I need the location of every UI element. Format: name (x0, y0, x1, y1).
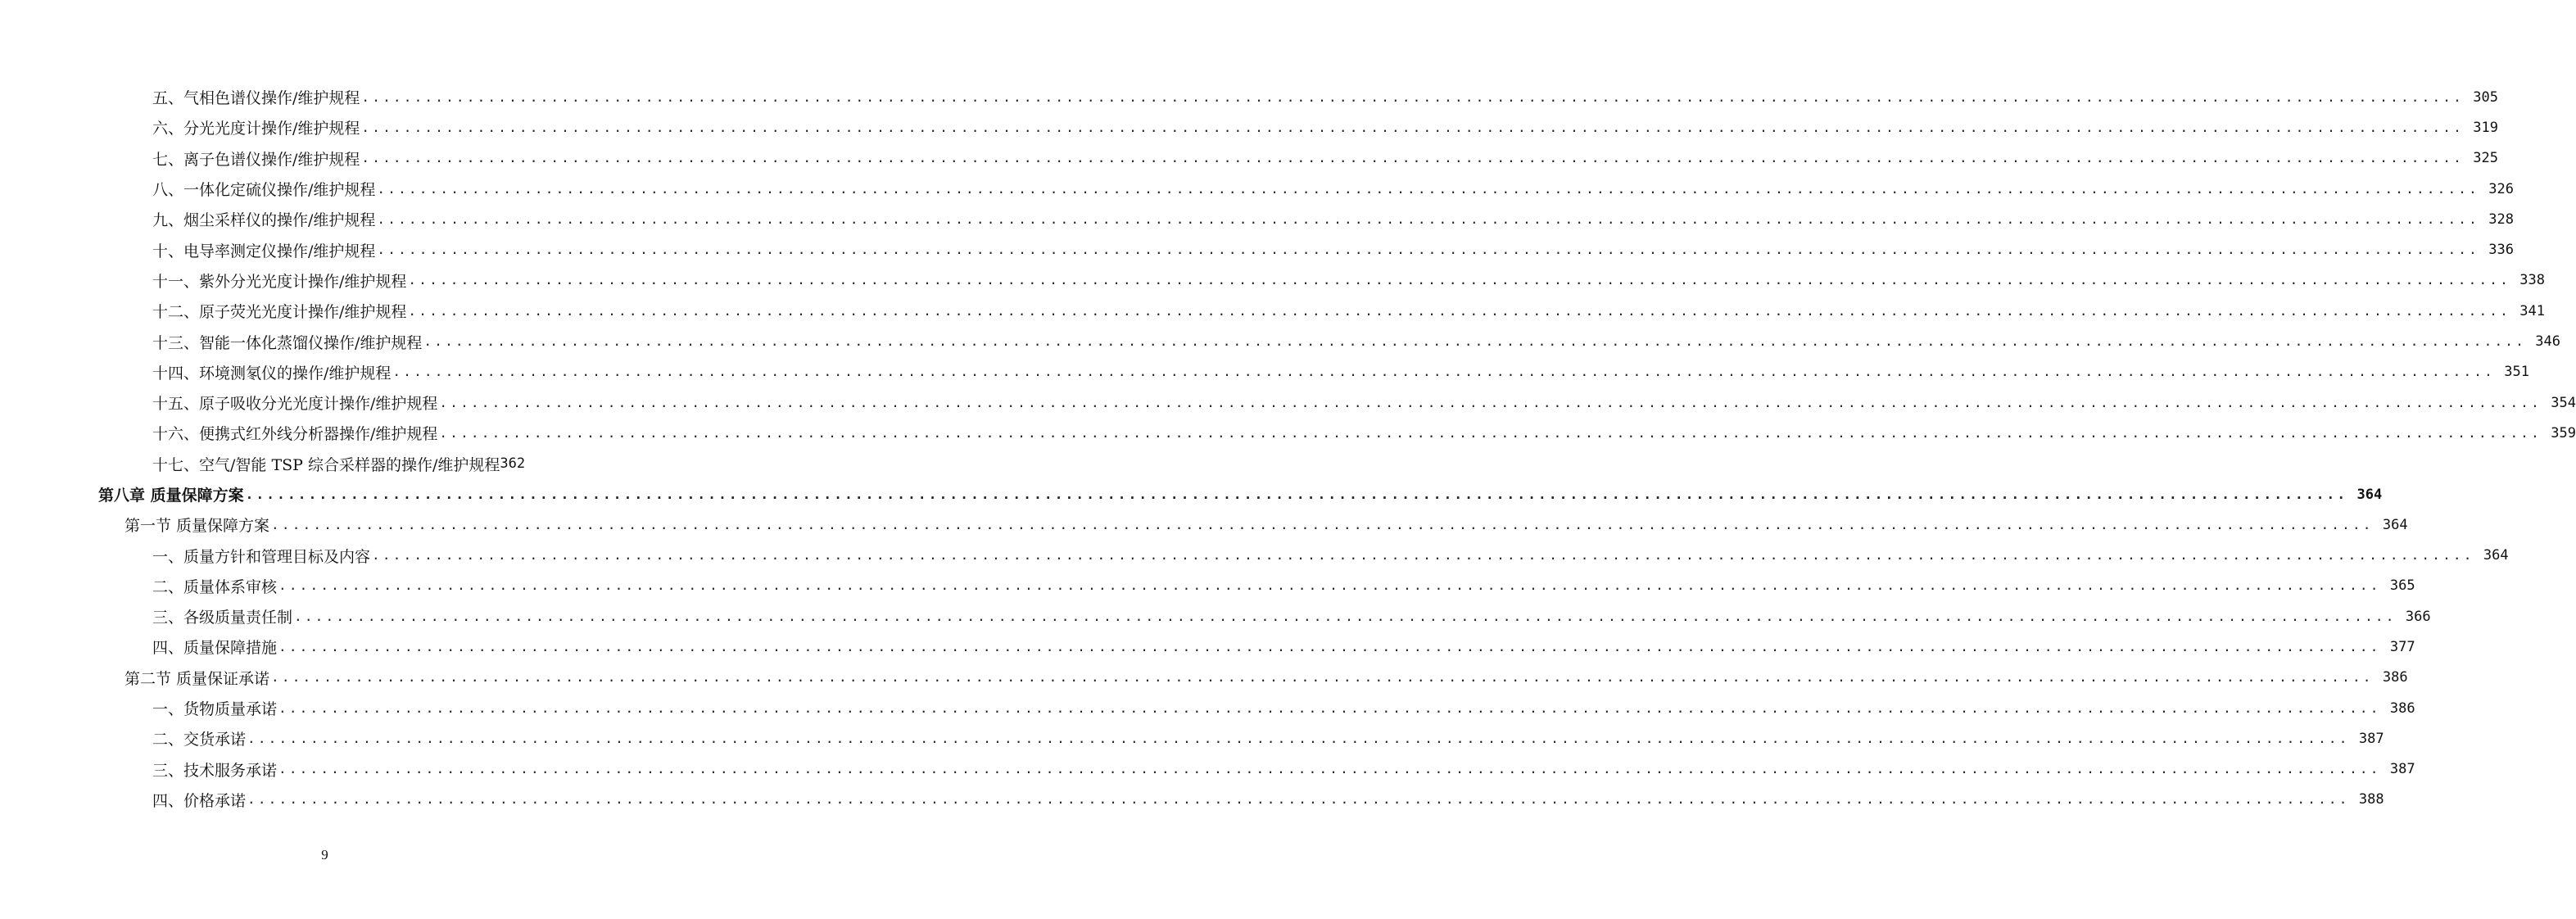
toc-entry-page: 319 (2473, 119, 2498, 136)
toc-entry-title: 二、交货承诺 (152, 727, 247, 749)
toc-entry-title: 第二节 质量保证承诺 (124, 667, 271, 689)
toc-entry-item[interactable] (0, 296, 2545, 326)
toc-entry-page: 364 (2356, 486, 2383, 503)
toc-dot-leader: ........................................................................................................................................................................................................ (278, 699, 2381, 716)
toc-entry-item[interactable] (0, 82, 2498, 112)
toc-dot-leader: ........................................................................................................................................................................................................ (278, 638, 2381, 654)
toc-dot-leader: ........................................................................................................................................................................................................ (247, 730, 2350, 746)
toc-entry-item[interactable] (0, 174, 2514, 204)
toc-entry-item[interactable] (0, 601, 2431, 632)
toc-entry-item[interactable] (0, 723, 2384, 754)
toc-dot-leader: ........................................................................................................................................................................................................ (423, 333, 2526, 350)
toc-entry-title: 九、烟尘采样仪的操作/维护规程 (152, 208, 377, 230)
toc-entry-title: 十二、原子荧光光度计操作/维护规程 (152, 300, 408, 322)
toc-entry-item[interactable] (0, 234, 2514, 265)
toc-entry-title: 五、气相色谱仪操作/维护规程 (152, 86, 361, 108)
toc-entry-section[interactable] (0, 663, 2408, 693)
toc-entry-title: 十五、原子吸收分光光度计操作/维护规程 (152, 392, 439, 414)
toc-entry-title: 六、分光光度计操作/维护规程 (152, 116, 361, 138)
toc-entry-page: 305 (2473, 88, 2498, 106)
toc-entry-title: 八、一体化定硫仪操作/维护规程 (152, 178, 377, 200)
toc-entry-chapter[interactable] (0, 479, 2383, 509)
toc-entry-item[interactable] (0, 449, 650, 479)
table-of-contents (0, 82, 2576, 815)
toc-entry-item[interactable] (0, 265, 2545, 296)
toc-entry-item[interactable] (0, 418, 2576, 448)
toc-entry-section[interactable] (0, 509, 2408, 540)
toc-entry-page: 346 (2535, 333, 2560, 351)
toc-entry-title: 二、质量体系审核 (152, 575, 278, 597)
toc-entry-page: 366 (2405, 608, 2431, 625)
toc-entry-title: 第一节 质量保障方案 (124, 514, 271, 536)
toc-dot-leader: ........................................................................................................................................................................................................ (271, 669, 2374, 686)
toc-dot-leader: ........................................................................................................................................................................................................ (439, 394, 2542, 410)
toc-dot-leader: ........................................................................................................................................................................................................ (278, 577, 2381, 594)
toc-entry-page: 328 (2488, 211, 2514, 228)
toc-entry-page: 338 (2519, 272, 2545, 289)
toc-entry-title: 三、技术服务承诺 (152, 758, 278, 781)
toc-entry-title: 十四、环境测氡仪的操作/维护规程 (152, 361, 392, 383)
toc-entry-page: 388 (2358, 791, 2384, 808)
toc-entry-title: 十三、智能一体化蒸馏仪操作/维护规程 (152, 331, 423, 353)
toc-entry-title: 一、质量方针和管理目标及内容 (152, 545, 372, 567)
toc-entry-page: 362 (500, 455, 526, 473)
toc-entry-title: 十、电导率测定仪操作/维护规程 (152, 239, 377, 261)
page-number: 9 (321, 847, 328, 862)
toc-entry-item[interactable] (0, 112, 2498, 143)
toc-entry-page: 387 (2389, 761, 2415, 778)
toc-entry-title: 三、各级质量责任制 (152, 605, 294, 627)
toc-dot-leader: ........................................................................................................................................................................................................ (392, 364, 2495, 380)
toc-entry-title: 四、质量保障措施 (152, 636, 278, 658)
toc-dot-leader: ........................................................................................................................................................................................................ (377, 211, 2479, 227)
toc-entry-page: 341 (2519, 302, 2545, 319)
toc-entry-page: 325 (2473, 150, 2498, 167)
toc-dot-leader: ........................................................................................................................................................................................................ (439, 424, 2542, 441)
toc-entry-page: 354 (2551, 394, 2576, 411)
toc-entry-item[interactable] (0, 754, 2415, 785)
toc-entry-page: 386 (2389, 699, 2415, 717)
toc-entry-item[interactable] (0, 785, 2384, 815)
toc-dot-leader: ........................................................................................................................................................................................................ (361, 88, 2464, 105)
toc-dot-leader: ........................................................................................................................................................................................................ (361, 150, 2464, 166)
toc-entry-page: 359 (2551, 424, 2576, 441)
toc-entry-page: 387 (2358, 730, 2384, 747)
toc-entry-page: 386 (2382, 669, 2408, 686)
toc-entry-title: 七、离子色谱仪操作/维护规程 (152, 147, 361, 170)
toc-entry-item[interactable] (0, 571, 2415, 601)
toc-entry-item[interactable] (0, 387, 2576, 418)
toc-dot-leader: ........................................................................................................................................................................................................ (294, 608, 2397, 624)
toc-entry-page: 364 (2483, 547, 2509, 564)
toc-entry-title: 一、货物质量承诺 (152, 697, 278, 719)
toc-dot-leader: ........................................................................................................................................................................................................ (278, 761, 2381, 777)
toc-entry-item[interactable] (0, 540, 2509, 570)
toc-entry-title: 十七、空气/智能 TSP 综合采样器的操作/维护规程 (152, 453, 500, 475)
toc-entry-title: 第八章 质量保障方案 (98, 483, 246, 505)
toc-entry-item[interactable] (0, 357, 2529, 387)
toc-entry-page: 365 (2389, 577, 2415, 595)
toc-entry-item[interactable] (0, 204, 2514, 234)
toc-entry-title: 十一、紫外分光光度计操作/维护规程 (152, 269, 408, 292)
toc-dot-leader: ........................................................................................................................................................................................................ (377, 242, 2479, 258)
toc-dot-leader: ........................................................................................................................................................................................................ (361, 119, 2464, 135)
toc-entry-page: 351 (2504, 364, 2529, 381)
toc-entry-page: 377 (2389, 638, 2415, 655)
toc-dot-leader: ........................................................................................................................................................................................................ (408, 272, 2510, 288)
toc-dot-leader: ........................................................................................................................................................................................................ (245, 486, 2348, 502)
toc-entry-page: 336 (2488, 242, 2514, 259)
toc-dot-leader: ........................................................................................................................................................................................................ (247, 791, 2350, 808)
toc-entry-page: 364 (2382, 516, 2408, 533)
toc-dot-leader: ........................................................................................................................................................................................................ (372, 547, 2474, 564)
toc-entry-item[interactable] (0, 326, 2560, 356)
toc-dot-leader: ........................................................................................................................................................................................................ (408, 302, 2510, 319)
toc-entry-title: 四、价格承诺 (152, 789, 247, 811)
toc-dot-leader: ........................................................................................................................................................................................................ (271, 516, 2374, 532)
toc-dot-leader: ........................................................................................................................................................................................................ (377, 180, 2479, 197)
toc-entry-item[interactable] (0, 693, 2415, 723)
toc-entry-title: 十六、便携式红外线分析器操作/维护规程 (152, 422, 439, 444)
toc-entry-item[interactable] (0, 143, 2498, 174)
toc-entry-item[interactable] (0, 632, 2415, 662)
toc-entry-page: 326 (2488, 180, 2514, 197)
